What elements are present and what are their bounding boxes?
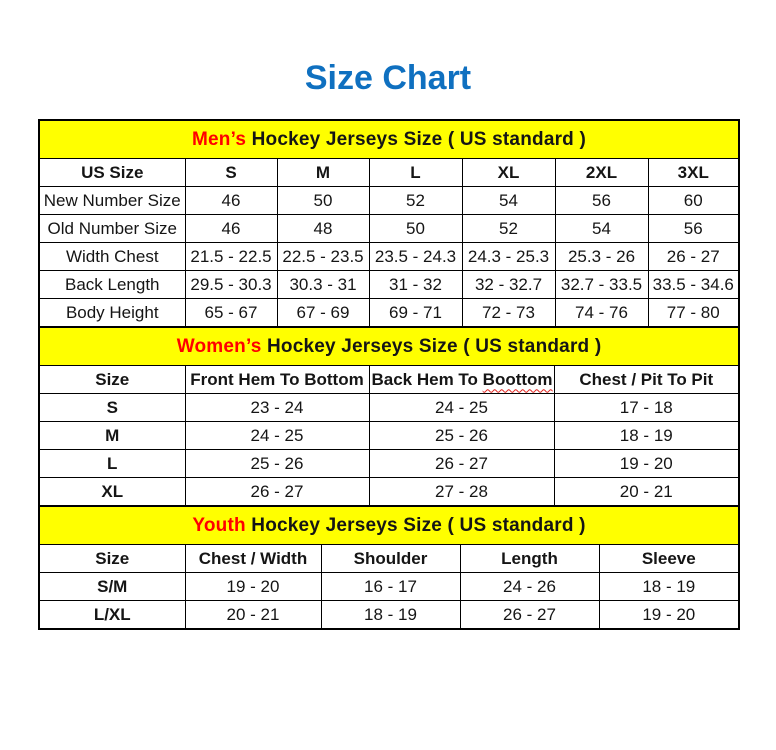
mens-row-label: New Number Size <box>39 187 185 215</box>
cell: 23 - 24 <box>185 394 369 422</box>
womens-row-label: S <box>39 394 185 422</box>
womens-row-label: M <box>39 422 185 450</box>
cell: 24 - 26 <box>460 573 599 601</box>
cell: 52 <box>462 215 555 243</box>
cell: 56 <box>648 215 739 243</box>
womens-section-title: Hockey Jerseys Size ( US standard ) <box>261 335 602 357</box>
mens-col-header: S <box>185 159 277 187</box>
cell: 26 - 27 <box>460 601 599 630</box>
page-title: Size Chart <box>304 59 472 97</box>
cell: 16 - 17 <box>321 573 460 601</box>
cell: 31 - 32 <box>369 271 462 299</box>
cell: 24.3 - 25.3 <box>462 243 555 271</box>
mens-size-table <box>38 119 740 328</box>
table-row <box>39 478 739 507</box>
cell: 77 - 80 <box>648 299 739 328</box>
mens-row-label: Body Height <box>39 299 185 328</box>
table-row <box>39 271 739 299</box>
womens-size-table <box>38 326 740 507</box>
cell: 18 - 19 <box>321 601 460 630</box>
cell: 20 - 21 <box>554 478 739 507</box>
cell: 74 - 76 <box>555 299 648 328</box>
cell: 46 <box>185 187 277 215</box>
womens-col-header: Size <box>39 366 185 394</box>
cell: 21.5 - 22.5 <box>185 243 277 271</box>
youth-size-table <box>38 505 740 630</box>
youth-section-band <box>39 506 739 545</box>
cell: 33.5 - 34.6 <box>648 271 739 299</box>
youth-header-row <box>39 545 739 573</box>
table-row <box>39 299 739 328</box>
cell: 48 <box>277 215 369 243</box>
youth-section-highlight: Youth <box>192 514 246 536</box>
mens-section-highlight: Men’s <box>192 128 247 150</box>
womens-row-label: L <box>39 450 185 478</box>
cell: 52 <box>369 187 462 215</box>
cell: 25 - 26 <box>185 450 369 478</box>
youth-row-label: L/XL <box>39 601 185 630</box>
size-chart <box>38 119 738 630</box>
cell: 67 - 69 <box>277 299 369 328</box>
cell: 56 <box>555 187 648 215</box>
cell: 26 - 27 <box>185 478 369 507</box>
cell: 72 - 73 <box>462 299 555 328</box>
cell: 19 - 20 <box>599 601 739 630</box>
womens-header-row <box>39 366 739 394</box>
cell: 54 <box>555 215 648 243</box>
mens-col-header: L <box>369 159 462 187</box>
cell: 17 - 18 <box>554 394 739 422</box>
table-row <box>39 450 739 478</box>
womens-section-header <box>39 327 739 366</box>
youth-col-header: Length <box>460 545 599 573</box>
cell: 27 - 28 <box>369 478 554 507</box>
cell: 65 - 67 <box>185 299 277 328</box>
cell: 19 - 20 <box>185 573 321 601</box>
table-row <box>39 215 739 243</box>
cell: 22.5 - 23.5 <box>277 243 369 271</box>
cell: 26 - 27 <box>369 450 554 478</box>
youth-col-header: Sleeve <box>599 545 739 573</box>
cell: 69 - 71 <box>369 299 462 328</box>
cell: 29.5 - 30.3 <box>185 271 277 299</box>
womens-section-highlight: Women’s <box>176 335 262 357</box>
youth-col-header: Chest / Width <box>185 545 321 573</box>
womens-col-header-misspelled <box>369 366 554 394</box>
cell: 23.5 - 24.3 <box>369 243 462 271</box>
womens-section-band <box>39 327 739 366</box>
table-row <box>39 601 739 630</box>
mens-section-band <box>39 120 739 159</box>
cell: 30.3 - 31 <box>277 271 369 299</box>
table-row <box>39 394 739 422</box>
mens-col-header: US Size <box>39 159 185 187</box>
mens-col-header: 3XL <box>648 159 739 187</box>
youth-row-label: S/M <box>39 573 185 601</box>
cell: 20 - 21 <box>185 601 321 630</box>
cell: 24 - 25 <box>185 422 369 450</box>
cell: 18 - 19 <box>554 422 739 450</box>
mens-row-label: Width Chest <box>39 243 185 271</box>
table-row <box>39 422 739 450</box>
mens-header-row <box>39 159 739 187</box>
youth-section-header <box>39 506 739 545</box>
table-row <box>39 243 739 271</box>
cell: 32 - 32.7 <box>462 271 555 299</box>
youth-section-title: Hockey Jerseys Size ( US standard ) <box>245 514 586 536</box>
mens-col-header: XL <box>462 159 555 187</box>
table-row <box>39 573 739 601</box>
mens-row-label: Back Length <box>39 271 185 299</box>
mens-section-header <box>39 120 739 159</box>
cell: 25.3 - 26 <box>555 243 648 271</box>
youth-col-header: Shoulder <box>321 545 460 573</box>
cell: 46 <box>185 215 277 243</box>
cell: 25 - 26 <box>369 422 554 450</box>
mens-col-header: M <box>277 159 369 187</box>
back-hem-prefix: Back Hem To <box>371 369 483 389</box>
womens-col-header: Front Hem To Bottom <box>185 366 369 394</box>
misspelled-word: Boottom <box>482 369 553 389</box>
cell: 32.7 - 33.5 <box>555 271 648 299</box>
cell: 24 - 25 <box>369 394 554 422</box>
mens-section-title: Hockey Jerseys Size ( US standard ) <box>246 128 586 150</box>
cell: 50 <box>369 215 462 243</box>
cell: 26 - 27 <box>648 243 739 271</box>
cell: 60 <box>648 187 739 215</box>
womens-col-header: Chest / Pit To Pit <box>554 366 739 394</box>
mens-col-header: 2XL <box>555 159 648 187</box>
cell: 18 - 19 <box>599 573 739 601</box>
womens-row-label: XL <box>39 478 185 507</box>
cell: 54 <box>462 187 555 215</box>
cell: 50 <box>277 187 369 215</box>
mens-row-label: Old Number Size <box>39 215 185 243</box>
youth-col-header: Size <box>39 545 185 573</box>
table-row <box>39 187 739 215</box>
cell: 19 - 20 <box>554 450 739 478</box>
